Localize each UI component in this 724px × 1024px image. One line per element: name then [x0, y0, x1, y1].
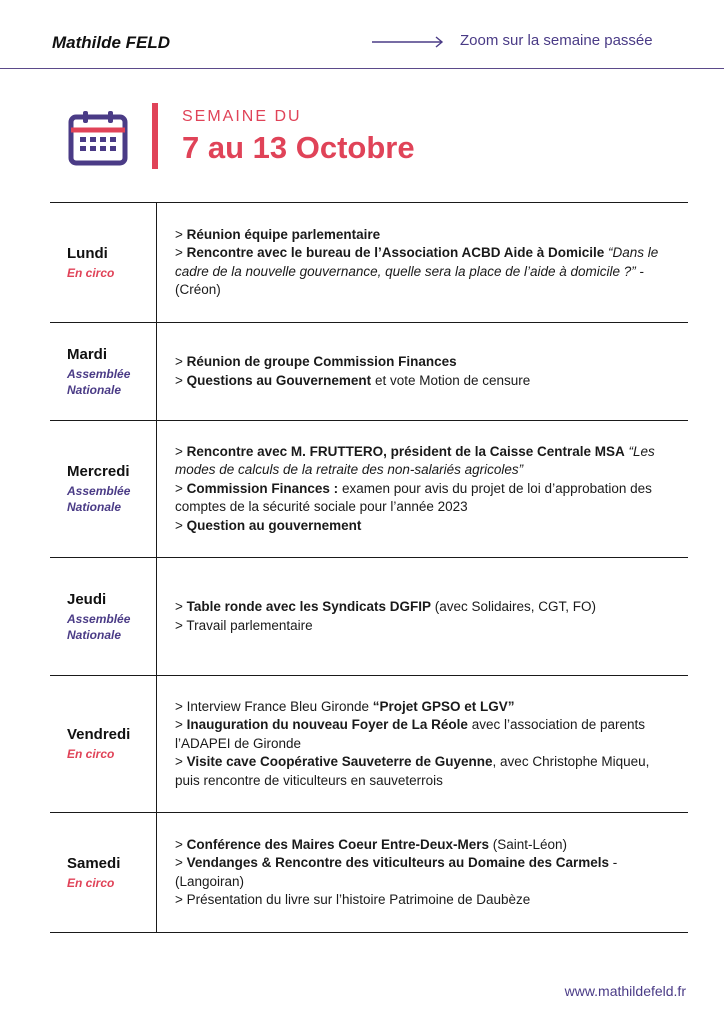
table-row — [50, 421, 688, 558]
day-cell — [50, 323, 157, 420]
day-place: En circo — [67, 747, 115, 761]
activity-line: > Interview France Bleu Gironde “Projet GPSO et LGV” — [175, 698, 515, 714]
day-name: Jeudi — [67, 590, 107, 608]
day-cell — [50, 421, 157, 557]
day-name: Samedi — [67, 854, 121, 872]
title-dates: 7 au 13 Octobre — [182, 130, 415, 165]
day-name: Mardi — [67, 345, 108, 363]
title-accent-bar — [152, 103, 158, 169]
schedule-table — [50, 202, 688, 933]
day-place: Assemblée Nationale — [67, 484, 131, 514]
website-link[interactable]: www.mathildefeld.fr — [564, 983, 686, 999]
activity-line: > Présentation du livre sur l’histoire Patrimoine de Daubèze — [175, 892, 531, 907]
day-name: Vendredi — [67, 726, 131, 743]
author-name: Mathilde FELD — [52, 33, 171, 52]
table-row — [50, 558, 688, 676]
table-row — [50, 323, 688, 421]
calendar-icon — [68, 110, 128, 166]
day-activities — [157, 558, 688, 675]
activity-line: > Commission Finances : examen pour avis du projet de loi d’approbation des comptes de la sécurité sociale pour l’année 2023 — [175, 480, 652, 515]
day-name: Lundi — [67, 244, 108, 262]
activity-line: > Réunion de groupe Commission Finances — [175, 354, 457, 369]
activity-line: > Table ronde avec les Syndicats DGFIP (avec Solidaires, CGT, FO) — [175, 599, 597, 614]
page-header — [0, 0, 724, 69]
day-cell — [50, 203, 157, 322]
day-place: En circo — [67, 875, 115, 890]
activity-line: > Vendanges & Rencontre des viticulteurs au Domaine des Carmels - (Langoiran) — [175, 855, 618, 889]
day-activities — [157, 203, 688, 322]
day-activities — [157, 421, 688, 557]
arrow-right-icon — [372, 36, 446, 48]
day-place: En circo — [67, 265, 115, 280]
activity-line: > Rencontre avec M. FRUTTERO, président de la Caisse Centrale MSA “Les modes de calculs de la retraite des non-salariés agricoles” — [175, 443, 655, 478]
day-activities — [157, 813, 688, 932]
day-activities — [157, 676, 688, 812]
day-place: Assemblée Nationale — [67, 611, 131, 642]
activity-line: > Réunion équipe parlementaire — [175, 226, 381, 242]
activity-line: > Conférence des Maires Coeur Entre-Deux-Mers (Saint-Léon) — [175, 836, 568, 852]
day-name: Mercredi — [67, 463, 130, 480]
day-activities — [157, 323, 688, 420]
day-cell — [50, 558, 157, 675]
activity-line: > Rencontre avec le bureau de l’Association ACBD Aide à Domicile “Dans le cadre de la nouvelle gouvernance, quelle sera la place de l’aide à domicile ?” - (Créon) — [175, 245, 659, 297]
activity-line: > Questions au Gouvernement et vote Motion de censure — [175, 372, 531, 388]
activity-line: > Inauguration du nouveau Foyer de La Réole avec l’association de parents l’ADAPEI de Gironde — [175, 717, 646, 751]
activity-line: > Question au gouvernement — [175, 517, 362, 533]
table-row — [50, 813, 688, 933]
day-place: Assemblée Nationale — [67, 366, 131, 397]
table-row — [50, 203, 688, 323]
zoom-caption: Zoom sur la semaine passée — [460, 32, 653, 49]
day-cell — [50, 813, 157, 932]
day-cell — [50, 676, 157, 812]
table-row — [50, 676, 688, 813]
activity-line: > Visite cave Coopérative Sauveterre de Guyenne, avec Christophe Miqueu, puis rencontre de viticulteurs en sauveterrois — [175, 754, 650, 788]
title-subtitle: SEMAINE DU — [182, 108, 302, 125]
activity-line: > Travail parlementaire — [175, 617, 313, 633]
